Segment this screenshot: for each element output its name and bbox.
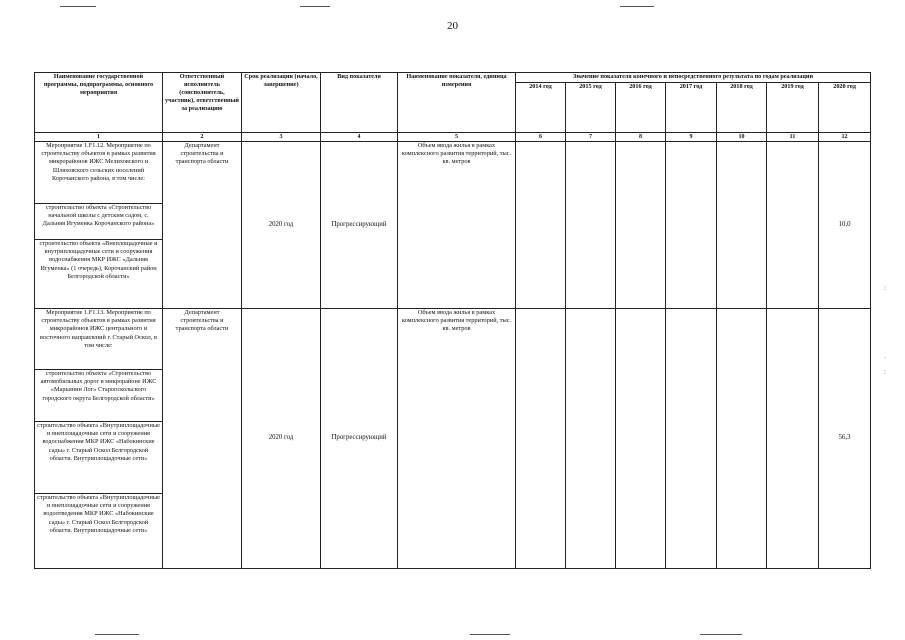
- value-2017-cell: [666, 309, 717, 569]
- value-2019-cell: [767, 142, 819, 309]
- value-2014-cell: [516, 142, 566, 309]
- header-year: 2015 год: [566, 83, 616, 133]
- scan-line-bottom-2: [470, 634, 510, 635]
- value-2020-cell: 56,3: [819, 309, 871, 569]
- header-period: Срок реализации (начало, завершение): [242, 73, 321, 133]
- header-executor: Ответственный исполнитель (соисполнитель, участник), ответственный за реализацию: [163, 73, 242, 133]
- value-2020-cell: 10,0: [819, 142, 871, 309]
- header-year: 2016 год: [616, 83, 666, 133]
- executor-cell: Департамент строительства и транспорта области: [163, 142, 242, 309]
- header-year: 2019 год: [767, 83, 819, 133]
- scan-line-top-2: [300, 6, 330, 7]
- column-number: 7: [566, 133, 616, 142]
- header-indicator-name: Наименование показателя, единица измерения: [398, 73, 516, 133]
- sub-item-cell: строительство объекта «Строительство автомобильных дорог в микрорайоне ИЖС «Марьинин Лог» Старооскольского городского округа Белгородской области»: [35, 370, 163, 422]
- margin-mark: :: [884, 368, 886, 376]
- column-numbers-row: [35, 133, 871, 142]
- indicator-name-cell: Объем ввода жилья в рамках комплексного развития территорий, тыс. кв. метров: [398, 309, 516, 569]
- executor-cell: Департамент строительства и транспорта области: [163, 309, 242, 569]
- header-program: Наименование государственной программы, подпрограммы, основного мероприятия: [35, 73, 163, 133]
- header-year: 2017 год: [666, 83, 717, 133]
- header-year: 2020 год: [819, 83, 871, 133]
- value-2016-cell: [616, 142, 666, 309]
- sub-item-cell: строительство объекта «Внутриплощадочные и внеплощадочные сети и сооружения водоотведения МКР ИЖС «Набокинские сады» г. Старый Оскол Белгородской области. Внутриплощадочные сети»: [35, 494, 163, 569]
- indicator-kind-cell: Прогрессирующий: [321, 142, 398, 309]
- table-row: [35, 142, 871, 204]
- scan-line-top-3: [620, 6, 654, 7]
- value-2018-cell: [717, 309, 767, 569]
- indicator-name-cell: Объем ввода жилья в рамках комплексного развития территорий, тыс. кв. метров: [398, 142, 516, 309]
- table-row: [35, 309, 871, 370]
- value-2015-cell: [566, 309, 616, 569]
- results-table: [34, 72, 871, 569]
- value-2015-cell: [566, 142, 616, 309]
- column-number: 1: [35, 133, 163, 142]
- header-year: 2018 год: [717, 83, 767, 133]
- column-number: 4: [321, 133, 398, 142]
- indicator-kind-cell: Прогрессирующий: [321, 309, 398, 569]
- header-year: 2014 год: [516, 83, 566, 133]
- sub-item-cell: строительство объекта «Внутриплощадочные и внеплощадочные сети и сооружения водоснабжения МКР ИЖС «Набокинские сады» г. Старый Оскол Белгородской области. Внутриплощадочные сети»: [35, 422, 163, 494]
- value-2017-cell: [666, 142, 717, 309]
- value-2019-cell: [767, 309, 819, 569]
- page-number: 20: [447, 20, 458, 32]
- column-number: 2: [163, 133, 242, 142]
- value-2014-cell: [516, 309, 566, 569]
- column-number: 5: [398, 133, 516, 142]
- scan-line-top-1: [60, 6, 96, 7]
- sub-item-cell: строительство объекта «Внеплощадочные и внутриплощадочные сети и сооружения водоснабжения МКР ИЖС «Дальняя Игуменка» (1 очередь), Корочанский район Белгородской области»: [35, 240, 163, 309]
- column-number: 12: [819, 133, 871, 142]
- value-2016-cell: [616, 309, 666, 569]
- scan-line-bottom-3: [700, 634, 742, 635]
- column-number: 9: [666, 133, 717, 142]
- margin-mark: ·: [884, 354, 887, 362]
- scan-line-bottom-1: [95, 634, 139, 635]
- column-number: 6: [516, 133, 566, 142]
- header-indicator-kind: Вид показателя: [321, 73, 398, 133]
- margin-mark: :: [884, 284, 886, 292]
- column-number: 11: [767, 133, 819, 142]
- column-number: 10: [717, 133, 767, 142]
- column-number: 3: [242, 133, 321, 142]
- program-main-cell: Мероприятие 1.F1.13. Мероприятие по строительству объектов в рамках развития микрорайонов ИЖС центрального и восточного направлений г. Старый Оскол, в том числе:: [35, 309, 163, 370]
- header-values-group: Значение показателя конечного и непосредственного результата по годам реализации: [516, 73, 871, 83]
- program-main-cell: Мероприятие 1.F1.12. Мероприятие по строительству объектов в рамках развития микрорайонов ИЖС Мелиховского и Шляховского сельских поселений Корочанского района, в том числе:: [35, 142, 163, 204]
- sub-item-cell: строительство объекта «Строительство начальной школы с детским садом, с. Дальняя Игуменка Корочанского района»: [35, 204, 163, 240]
- column-number: 8: [616, 133, 666, 142]
- period-cell: 2020 год: [242, 142, 321, 309]
- value-2018-cell: [717, 142, 767, 309]
- period-cell: 2020 год: [242, 309, 321, 569]
